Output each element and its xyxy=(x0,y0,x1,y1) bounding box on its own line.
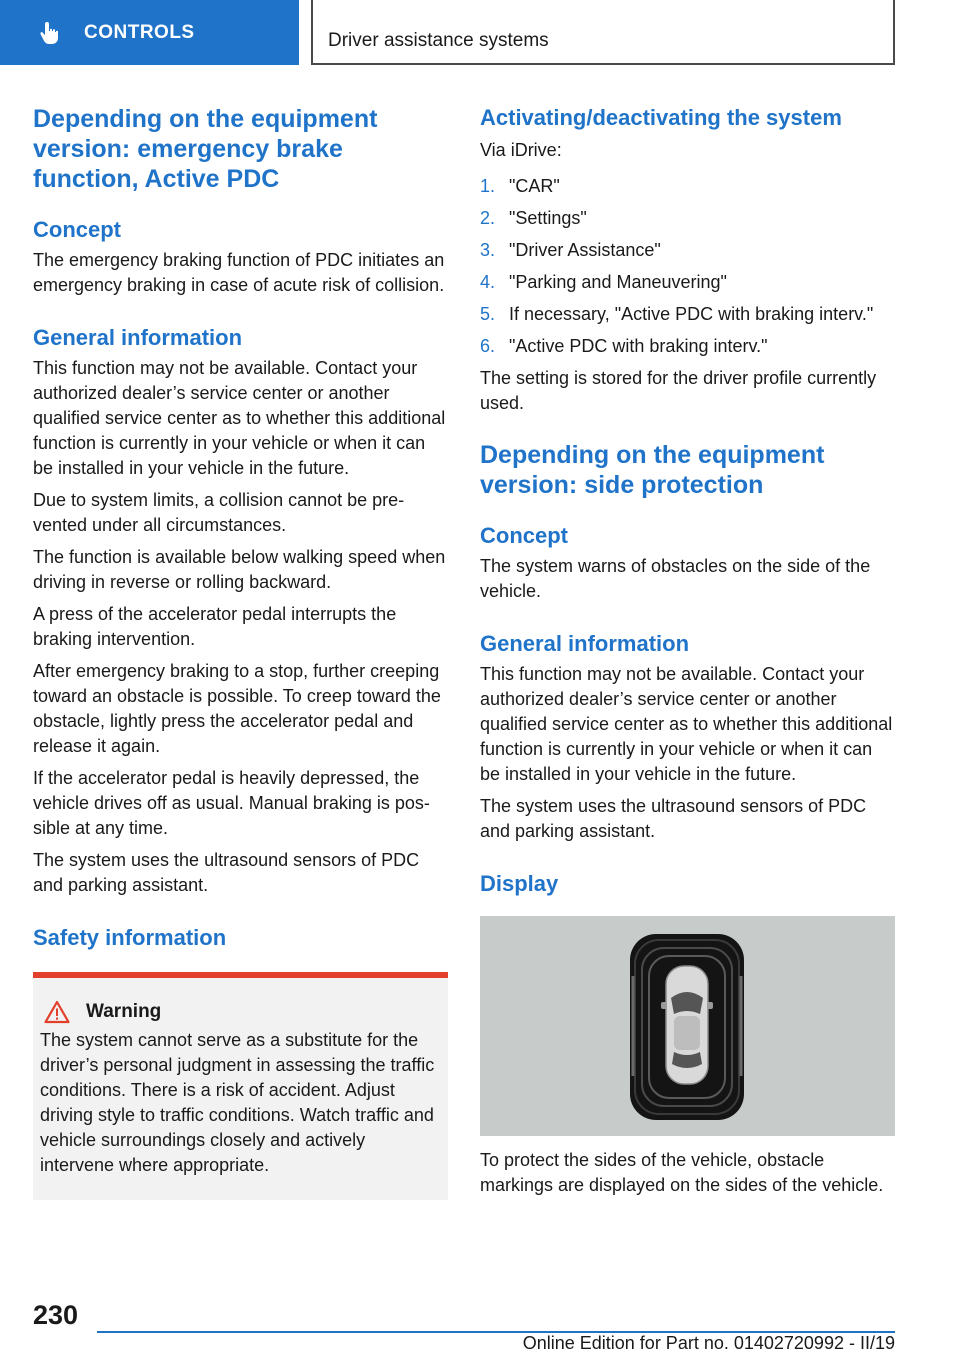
warning-title: Warning xyxy=(86,1001,162,1022)
list-item: 5. If necessary, "Active PDC with braking interv." xyxy=(480,304,874,324)
paragraph-general-2: Due to system limits, a collision cannot be prevented under all circumstances. xyxy=(33,490,405,535)
heading-display: Display xyxy=(480,871,559,896)
paragraph-general-6: If the accelerator pedal is heavily depressed, the vehicle drives off as usual. Manual braking is possible at any time. xyxy=(33,768,430,838)
paragraph-general-5: After emergency braking to a stop, further creeping toward an obstacle is possible. To creep toward the obstacle, lightly press the accelerator pedal and release it again. xyxy=(33,661,441,756)
paragraph-concept-side: The system warns of obstacles on the side of the vehicle. xyxy=(480,556,871,601)
heading-general-information: General information xyxy=(33,325,243,350)
list-item: 1. "CAR" xyxy=(480,176,560,196)
paragraph-general-7: The system uses the ultrasound sensors of PDC and parking assistant. xyxy=(33,850,420,895)
section-tab[interactable] xyxy=(0,0,299,65)
warning-box xyxy=(33,972,448,1200)
left-column xyxy=(33,100,448,1200)
chapter-header xyxy=(311,0,895,65)
paragraph-general-3: The function is available below walking speed when driving in reverse or rolling backward. xyxy=(33,547,446,592)
heading-concept-side: Concept xyxy=(480,523,568,548)
paragraph-general-1: This function may not be available. Contact your authorized dealer’s service center or another qualified service center as to whether this additional function is currently in your vehicle or when it can be installed in your vehicle in the future. xyxy=(33,358,446,478)
paragraph-display: To protect the sides of the vehicle, obstacle markings are displayed on the sides of the vehicle. xyxy=(480,1150,884,1195)
warning-text: The system cannot serve as a substitute for the driver’s personal judgment in assessing the traffic conditions. There is a risk of accident. Adjust driving style to traffic conditions. Watch traffic and vehicle surroundings closely and actively intervene where appropriate. xyxy=(40,1030,435,1175)
hand-pointer-icon xyxy=(38,20,64,46)
section-tab-label: CONTROLS xyxy=(84,21,195,43)
page-number: 230 xyxy=(33,1300,79,1330)
paragraph-concept: The emergency braking function of PDC initiates an emergency braking in case of acute risk of collision. xyxy=(33,250,445,295)
list-item: 6. "Active PDC with braking interv." xyxy=(480,336,768,356)
paragraph-setting-stored: The setting is stored for the driver profile currently used. xyxy=(480,368,877,413)
heading-general-information-side: General information xyxy=(480,631,690,656)
heading-emergency-brake: Depending on the equipment version: emergency brake function, Active PDC xyxy=(33,105,378,193)
list-item: 3. "Driver Assistance" xyxy=(480,240,661,260)
car-top-view-illustration xyxy=(480,916,895,1136)
warning-triangle-icon xyxy=(44,1000,70,1024)
heading-concept: Concept xyxy=(33,217,121,242)
footer-edition: Online Edition for Part no. 01402720992 - II/19 xyxy=(522,1333,895,1353)
paragraph-via-idrive: Via iDrive: xyxy=(480,140,562,160)
paragraph-general-side-1: This function may not be available. Contact your authorized dealer’s service center or another qualified service center as to whether this additional function is currently in your vehicle or when it can be installed in your vehicle in the future. xyxy=(480,664,893,784)
heading-side-protection: Depending on the equipment version: side protection xyxy=(480,441,825,499)
paragraph-general-4: A press of the accelerator pedal interrupts the braking intervention. xyxy=(33,604,397,649)
warning-header xyxy=(44,1000,442,1024)
chapter-title: Driver assistance systems xyxy=(328,30,549,51)
heading-safety-information: Safety information xyxy=(33,925,227,950)
paragraph-general-side-2: The system uses the ultrasound sensors of PDC and parking assistant. xyxy=(480,796,867,841)
display-illustration xyxy=(480,916,895,1136)
list-item: 2. "Settings" xyxy=(480,208,587,228)
heading-activating: Activating/deactivating the system xyxy=(480,105,842,130)
list-item: 4. "Parking and Maneuvering" xyxy=(480,272,727,292)
right-column xyxy=(480,100,895,1198)
steps-list xyxy=(480,174,895,359)
